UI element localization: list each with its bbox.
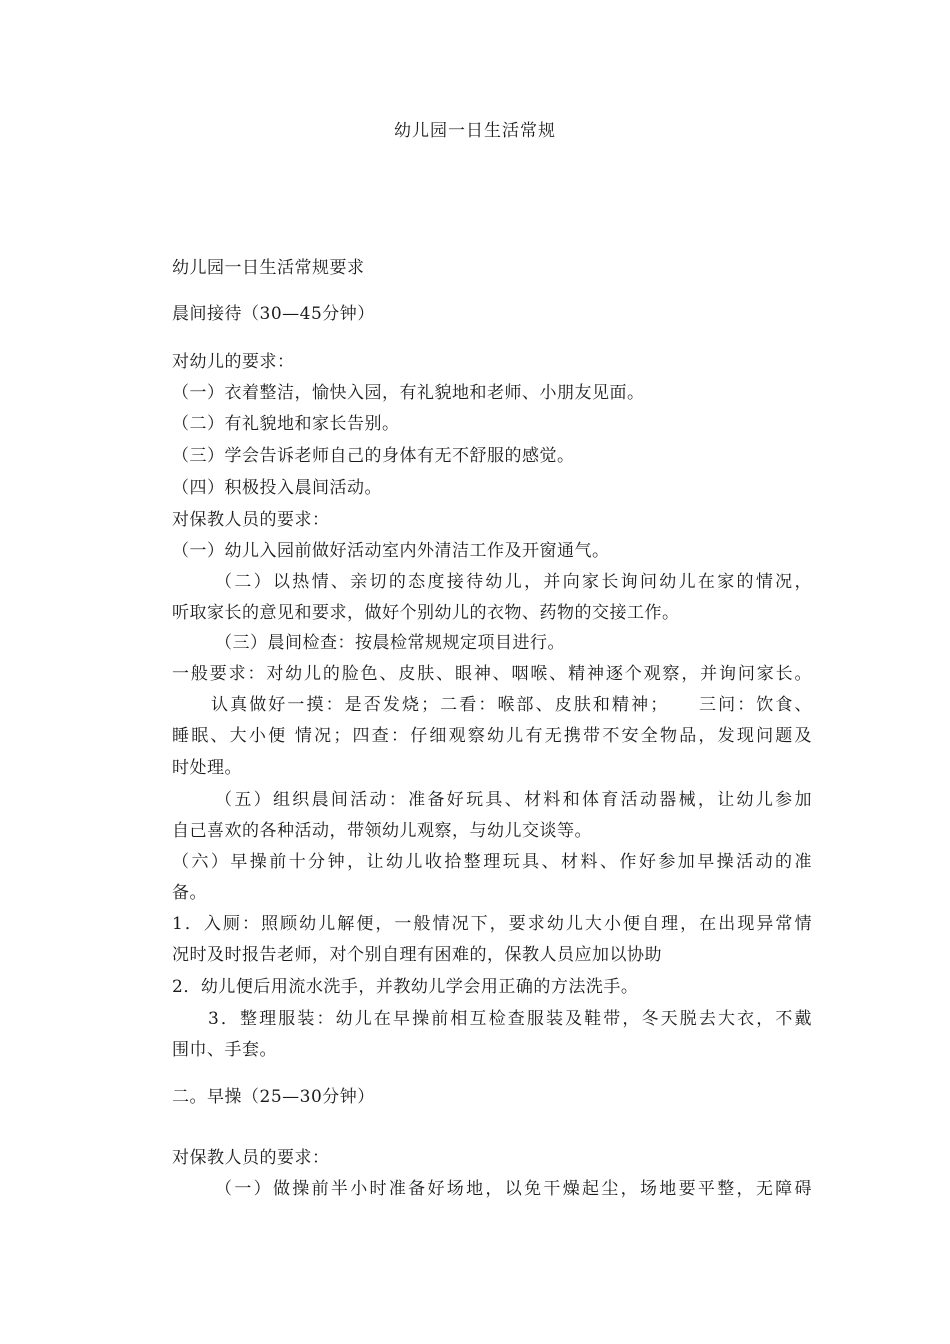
paragraph-line: 1．入厕：照顾幼儿解便，一般情况下，要求幼儿大小便自理，在出现异常情 — [172, 914, 812, 934]
paragraph-line: （三）晨间检查：按晨检常规规定项目进行。 — [215, 633, 565, 653]
paragraph-line: 时处理。 — [172, 758, 242, 778]
paragraph-line: 睡眠、大小便 情况；四查：仔细观察幼儿有无携带不安全物品，发现问题及 — [172, 726, 812, 746]
section-heading: 幼儿园一日生活常规要求 — [172, 258, 365, 278]
paragraph-line: 围巾、手套。 — [172, 1040, 277, 1060]
paragraph-line: （六）早操前十分钟，让幼儿收拾整理玩具、材料、作好参加早操活动的准 — [172, 852, 812, 872]
section-subheading: 二。早操（25—30分钟） — [172, 1087, 375, 1107]
paragraph-line: （三）学会告诉老师自己的身体有无不舒服的感觉。 — [172, 446, 575, 466]
paragraph-line: 3．整理服装：幼儿在早操前相互检查服装及鞋带，冬天脱去大衣，不戴 — [208, 1009, 812, 1029]
section-subheading: 晨间接待（30—45分钟） — [172, 304, 375, 324]
paragraph-line: 备。 — [172, 883, 207, 903]
paragraph-line: （五）组织晨间活动：准备好玩具、材料和体育活动器械，让幼儿参加 — [215, 790, 812, 810]
paragraph-line: （四）积极投入晨间活动。 — [172, 478, 382, 498]
paragraph-line: 对保教人员的要求： — [172, 1148, 330, 1168]
document-title: 幼儿园一日生活常规 — [394, 121, 556, 141]
paragraph-line: （二）以热情、亲切的态度接待幼儿，并向家长询问幼儿在家的情况， — [215, 572, 812, 592]
paragraph-line: （一）做操前半小时准备好场地，以免干燥起尘，场地要平整，无障碍 — [215, 1179, 812, 1199]
paragraph-line: （一）幼儿入园前做好活动室内外清洁工作及开窗通气。 — [172, 541, 610, 561]
paragraph-line: 听取家长的意见和要求，做好个别幼儿的衣物、药物的交接工作。 — [172, 603, 680, 623]
paragraph-line: （一）衣着整洁，愉快入园，有礼貌地和老师、小朋友见面。 — [172, 383, 645, 403]
paragraph-line: 自己喜欢的各种活动，带领幼儿观察，与幼儿交谈等。 — [172, 821, 592, 841]
paragraph-line: 对保教人员的要求： — [172, 510, 330, 530]
paragraph-line: 一般要求：对幼儿的脸色、皮肤、眼神、咽喉、精神逐个观察，并询问家长。 — [172, 664, 812, 684]
paragraph-line: 2．幼儿便后用流水洗手，并教幼儿学会用正确的方法洗手。 — [172, 977, 639, 997]
paragraph-line: 况时及时报告老师，对个别自理有困难的，保教人员应加以协助 — [172, 945, 662, 965]
paragraph-line: 对幼儿的要求： — [172, 352, 295, 372]
paragraph-line: （二）有礼貌地和家长告别。 — [172, 414, 400, 434]
paragraph-line: 认真做好一摸：是否发烧；二看：喉部、皮肤和精神； 三问：饮食、 — [211, 695, 812, 715]
